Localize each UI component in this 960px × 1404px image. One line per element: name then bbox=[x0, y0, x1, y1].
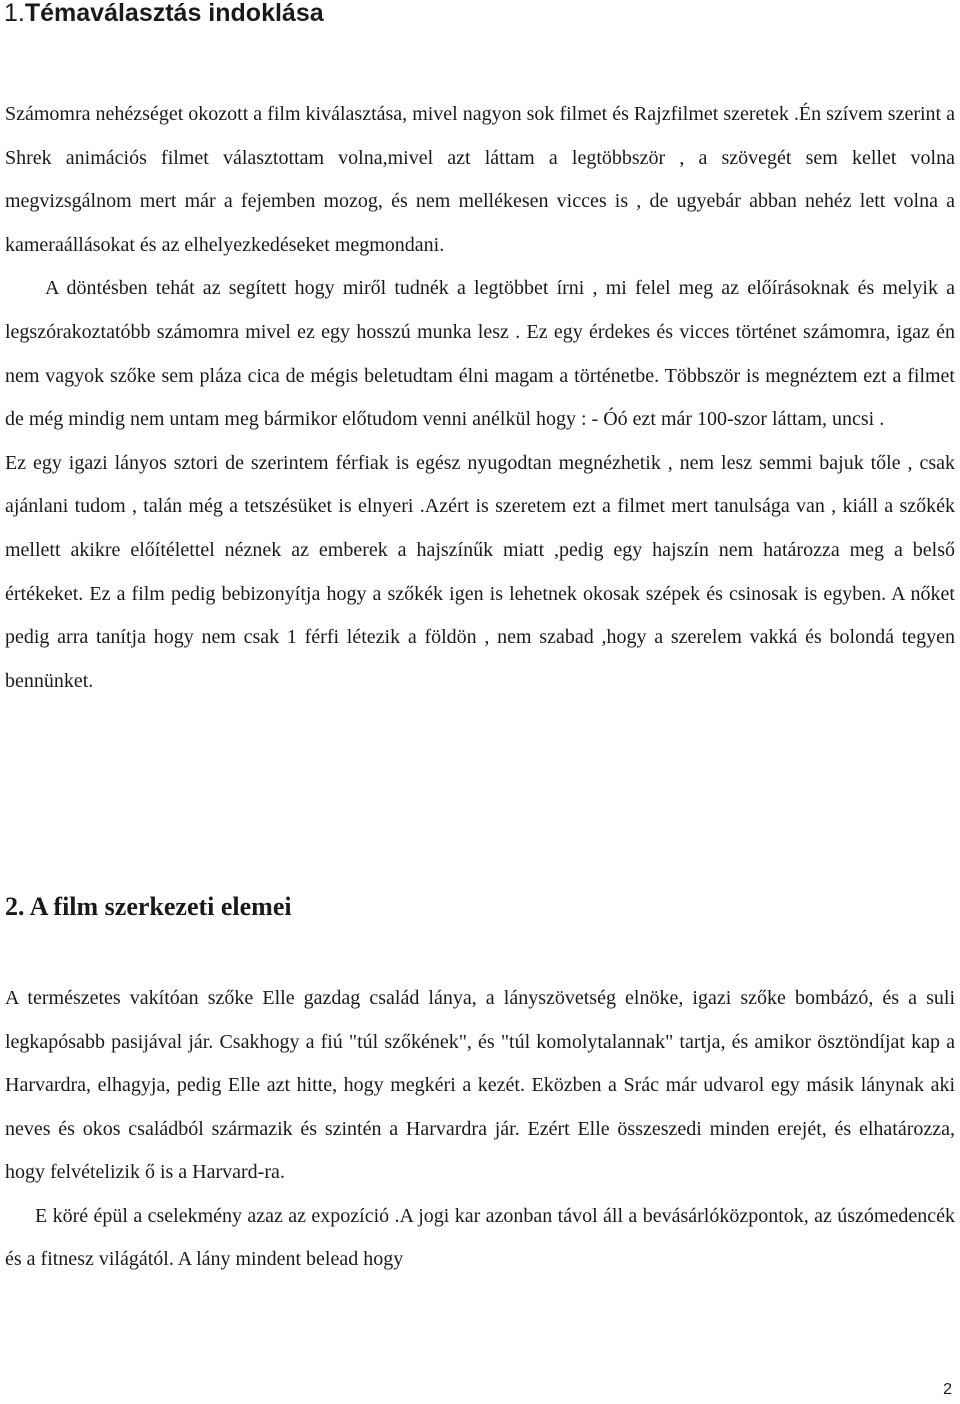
section-1-body bbox=[5, 93, 955, 703]
section-2-body bbox=[5, 977, 955, 1282]
section-1-number: 1. bbox=[4, 0, 25, 27]
section-1-title: Témaválasztás indoklása bbox=[24, 0, 324, 27]
paragraph-decision: A döntésben tehát az segített hogy miről tudnék a legtöbbet írni , mi felel meg az előírásoknak és melyik a legszórakoztatóbb számomra mivel ez egy hosszú munka lesz . Ez egy érdekes és vicces történet számomra, igaz én nem vagyok szőke sem pláza cica de mégis beletudtam élni magam a történetbe. Többször is megnéztem ezt a filmet de még mindig nem untam meg bármikor előtudom venni anélkül hogy : - Óó ezt már 100-szor láttam, uncsi . bbox=[5, 277, 955, 431]
paragraph-recommendation: Ez egy igazi lányos sztori de szerintem férfiak is egész nyugodtan megnézhetik , nem lesz semmi bajuk tőle , csak ajánlani tudom , talán még a tetszésüket is elnyeri .Azért is szeretem ezt a filmet mert tanulsága van , kiáll a szőkék mellett akikre előítélettel néznek az emberek a hajszínűk miatt ,pedig egy hajszín nem határozza meg a belső értékeket. Ez a film pedig bebizonyítja hogy a szőkék igen is lehetnek okosak szépek és csinosak is egyben. A nőket pedig arra tanítja hogy nem csak 1 férfi létezik a földön , nem szabad ,hogy a szerelem vakká és bolondá tegyen bennünket. bbox=[5, 451, 955, 692]
page-number: 2 bbox=[943, 1381, 952, 1398]
paragraph-plot-summary: A természetes vakítóan szőke Elle gazdag család lánya, a lányszövetség elnöke, igazi szőke bombázó, és a suli legkapósabb pasijával jár. Csakhogy a fiú "túl szőkének", és "túl komolytalannak" tartja, és amikor ösztöndíjat kap a Harvardra, elhagyja, pedig Elle azt hitte, hogy megkéri a kezét. Eközben a Srác már udvarol egy másik lánynak aki neves és okos családból származik és szintén a Harvardra jár. Ezért Elle összeszedi minden erejét, és elhatározza, hogy felvételizik ő is a Harvard-ra. bbox=[5, 987, 955, 1183]
section-1-heading bbox=[4, 0, 324, 29]
paragraph-exposition: E köré épül a cselekmény azaz az expozíció .A jogi kar azonban távol áll a bevásárlóközpontok, az úszómedencék és a fitnesz világától. A lány mindent belead hogy bbox=[5, 1204, 955, 1270]
paragraph-film-choice: Számomra nehézséget okozott a film kiválasztása, mivel nagyon sok filmet és Rajzfilmet szeretek .Én szívem szerint a Shrek animációs filmet választottam volna,mivel azt láttam a legtöbbször , a szövegét sem kellet volna megvizsgálnom mert már a fejemben mozog, és nem mellékesen vicces is , de ugyebár abban nehéz lett volna a kameraállásokat és az elhelyezkedéseket megmondani. bbox=[5, 103, 955, 256]
section-2-heading: 2. A film szerkezeti elemei bbox=[5, 892, 292, 921]
